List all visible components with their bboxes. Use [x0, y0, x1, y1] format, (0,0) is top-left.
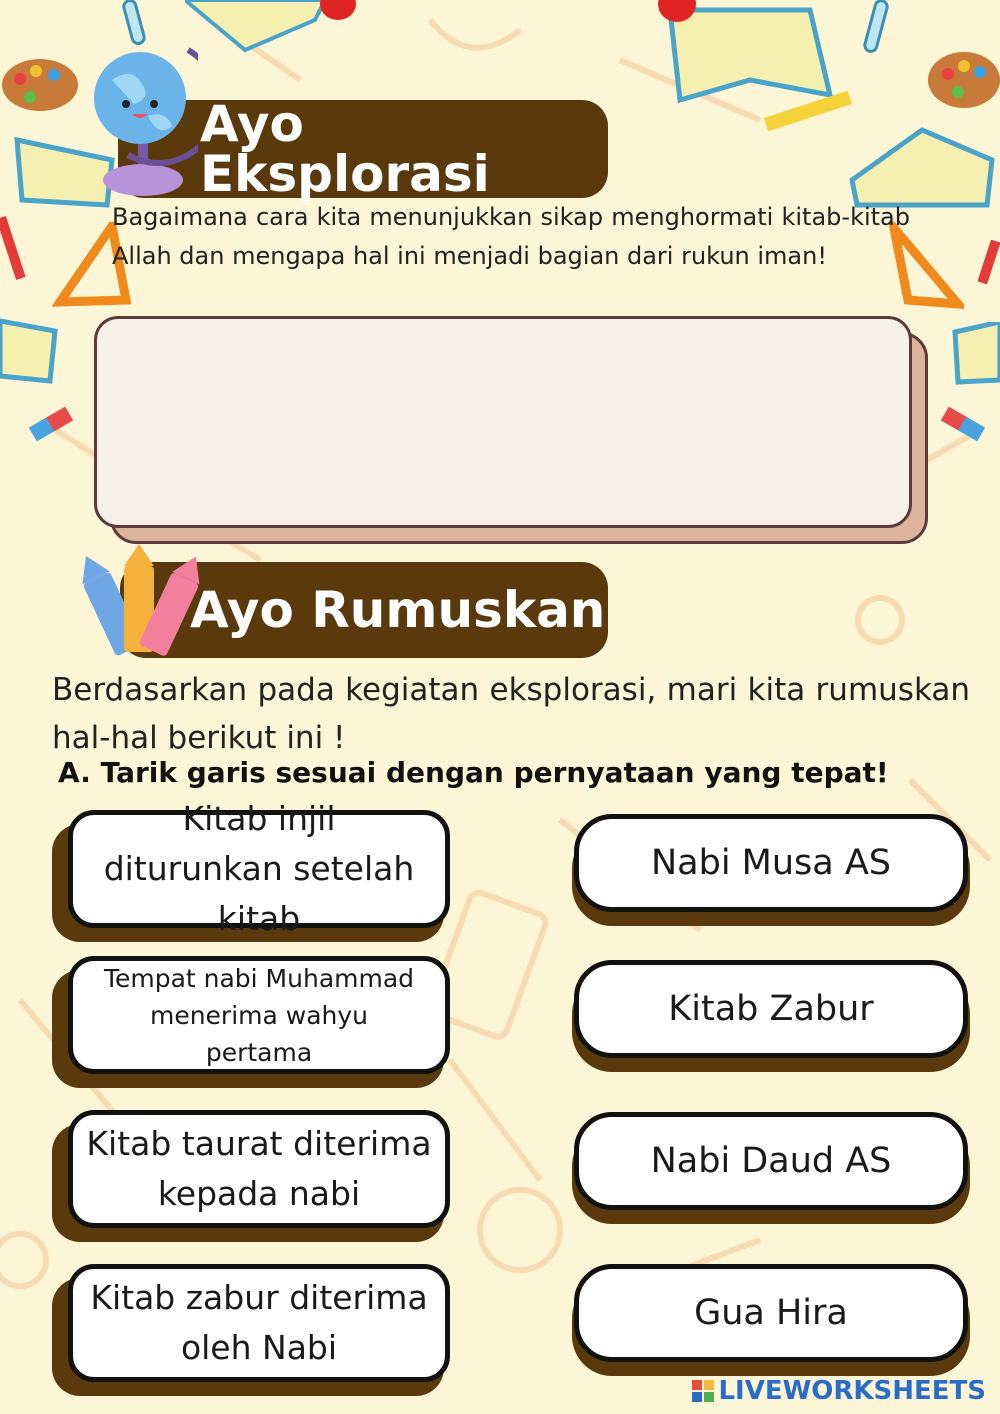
- card-body[interactable]: [68, 956, 450, 1074]
- card-text: Kitab Zabur: [668, 989, 874, 1029]
- book-icon: [0, 316, 60, 386]
- section-title-explore-text: Ayo Eksplorasi: [200, 95, 490, 203]
- right-match-card[interactable]: [572, 1264, 970, 1376]
- left-match-card[interactable]: [52, 956, 450, 1088]
- card-body[interactable]: [574, 814, 968, 912]
- logo-text: LIVEWORKSHEETS: [718, 1376, 986, 1406]
- right-match-card[interactable]: [572, 814, 970, 926]
- card-body[interactable]: [574, 1264, 968, 1362]
- card-body[interactable]: [68, 1264, 450, 1382]
- card-body[interactable]: [68, 799, 450, 938]
- formulate-intro: Berdasarkan pada kegiatan eksplorasi, mari kita rumuskan hal-hal berikut ini !: [52, 672, 970, 756]
- right-match-card[interactable]: [572, 1112, 970, 1224]
- card-text: Nabi Musa AS: [650, 843, 892, 883]
- right-match-card[interactable]: [572, 960, 970, 1072]
- card-text: Kitab taurat diterima kepada nabi: [86, 1124, 432, 1213]
- card-body[interactable]: [574, 960, 968, 1058]
- liveworksheets-logo: [692, 1376, 986, 1406]
- palette-icon: [0, 55, 80, 115]
- apple-icon: [656, 0, 698, 24]
- ruler-icon: [762, 86, 854, 136]
- card-text: Kitab zabur diterima oleh Nabi: [90, 1278, 428, 1367]
- left-match-card[interactable]: [52, 1264, 450, 1396]
- crayons-icon: [78, 544, 208, 660]
- pencil-icon: [978, 240, 1000, 284]
- card-body[interactable]: [574, 1112, 968, 1210]
- left-match-card[interactable]: [52, 799, 450, 942]
- left-match-card[interactable]: [52, 1110, 450, 1242]
- card-text: Nabi Daud AS: [650, 1141, 892, 1181]
- book-icon: [185, 0, 325, 60]
- section-title-formulate-text: Ayo Rumuskan: [190, 581, 606, 639]
- apple-icon: [318, 0, 358, 22]
- card-text: Gua Hira: [694, 1293, 848, 1333]
- eraser-icon: [26, 404, 76, 444]
- card-text: Tempat nabi Muhammad menerima wahyu pertama: [103, 963, 415, 1067]
- test-tube-icon: [862, 0, 892, 60]
- answer-text-box[interactable]: [94, 316, 912, 528]
- book-icon: [842, 120, 1000, 210]
- card-text: Kitab injil diturunkan setelah kitab: [103, 799, 415, 938]
- eraser-icon: [938, 404, 988, 444]
- card-body[interactable]: [68, 1110, 450, 1228]
- book-icon: [950, 322, 1000, 386]
- explore-question: Bagaimana cara kita menunjukkan sikap menghormati kitab-kitab Allah dan mengapa hal ini menjadi bagian dari rukun iman!: [112, 203, 910, 270]
- logo-grid-icon: [692, 1380, 714, 1402]
- matching-instruction: A. Tarik garis sesuai dengan pernyataan yang tepat!: [58, 756, 889, 789]
- globe-icon: [88, 30, 198, 200]
- pencil-icon: [0, 216, 28, 286]
- palette-icon: [924, 48, 1000, 112]
